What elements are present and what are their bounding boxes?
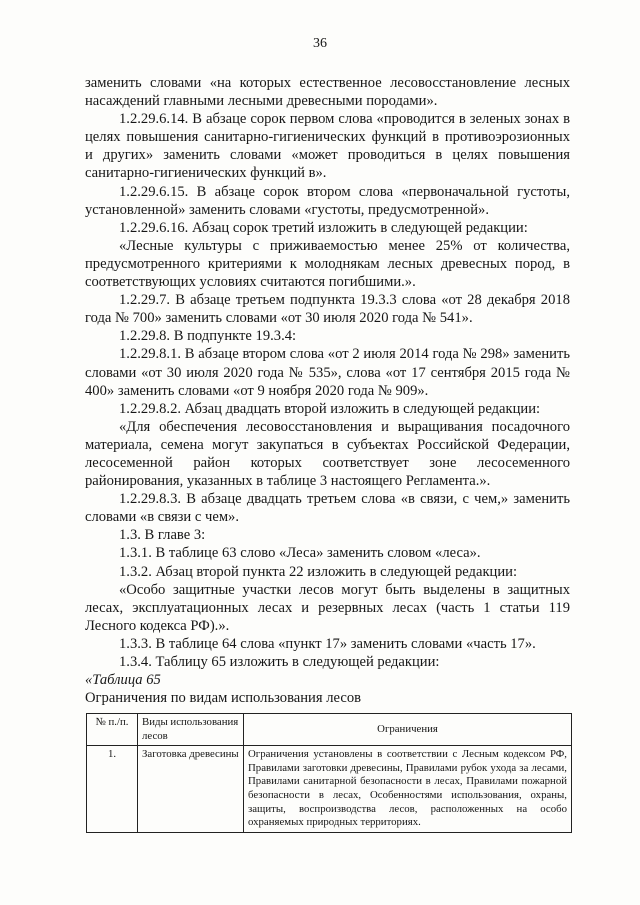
table-title: Ограничения по видам использования лесов <box>85 690 362 707</box>
paragraph: заменить словами «на которых естественное лесовосстановление лесных насаждений главными лесными древесными породами». <box>85 75 570 110</box>
document-body <box>85 74 570 707</box>
paragraph: 1.3. В главе 3: <box>119 527 206 544</box>
paragraph: 1.3.1. В таблице 63 слово «Леса» заменить словом «леса». <box>119 545 481 562</box>
paragraph: «Для обеспечения лесовосстановления и выращивания посадочного материала, семена могут закупаться в субъектах Российской Федерации, лесосеменной район которых соответствует зоне лесосеменного районирования, указанных в таблице 3 настоящего Регламента.». <box>85 418 570 490</box>
table-row <box>87 746 572 833</box>
header-number: № п./п. <box>87 714 138 746</box>
page-number: 36 <box>313 36 327 51</box>
paragraph: 1.2.29.6.16. Абзац сорок третий изложить в следующей редакции: <box>119 219 528 236</box>
paragraph: 1.2.29.8. В подпункте 19.3.4: <box>119 328 297 345</box>
paragraph: 1.2.29.7. В абзаце третьем подпункта 19.3.3 слова «от 28 декабря 2018 года № 700» заменить словами «от 30 июля 2020 года № 541». <box>85 292 570 327</box>
header-restrictions: Ограничения <box>244 714 572 746</box>
cell-number: 1. <box>87 746 138 833</box>
table-caption: «Таблица 65 <box>85 672 161 689</box>
paragraph: 1.2.29.6.15. В абзаце сорок втором слова «первоначальной густоты, установленной» заменить словами «густоты, предусмотренной». <box>85 183 570 218</box>
cell-usage-type: Заготовка древесины <box>138 746 244 833</box>
header-usage-type: Виды использования лесов <box>138 714 244 746</box>
paragraph: 1.2.29.8.2. Абзац двадцать второй изложить в следующей редакции: <box>119 400 541 417</box>
paragraph: 1.3.3. В таблице 64 слова «пункт 17» заменить словами «часть 17». <box>119 635 536 652</box>
paragraph: 1.2.29.8.3. В абзаце двадцать третьем слова «в связи, с чем,» заменить словами «в связи с чем». <box>85 491 570 526</box>
paragraph: 1.2.29.8.1. В абзаце втором слова «от 2 июля 2014 года № 298» заменить словами «от 30 июля 2020 года № 535», слова «от 17 сентября 2015 года № 400» заменить словами «от 9 ноября 2020 года № 909». <box>85 346 570 399</box>
paragraph: «Особо защитные участки лесов могут быть выделены в защитных лесах, эксплуатационных лесах и резервных лесах (часть 1 статьи 119 Лесного кодекса РФ).». <box>85 581 570 634</box>
table-header-row <box>87 714 572 746</box>
paragraph: 1.3.4. Таблицу 65 изложить в следующей редакции: <box>119 654 440 670</box>
restrictions-table <box>86 713 572 833</box>
paragraph: 1.2.29.6.14. В абзаце сорок первом слова «проводится в зеленых зонах в целях повышения санитарно-гигиенических функций в противоэрозионных и других» заменить словами «может проводиться в целях повышения санитарно-гигиенических функций в». <box>85 111 570 182</box>
paragraph: 1.3.2. Абзац второй пункта 22 изложить в следующей редакции: <box>119 563 518 580</box>
paragraph: «Лесные культуры с приживаемостью менее 25% от количества, предусмотренного критериями к молоднякам лесных древесных пород, в соответствующих условиях считаются погибшими.». <box>85 237 570 291</box>
cell-restrictions: Ограничения установлены в соответствии с Лесным кодексом РФ, Правилами заготовки древесины, Правилами рубок ухода за лесами, Правилами санитарной безопасности в лесах, Правилами пожарной безопасности в лесах, Особенностями использования, охраны, защиты, воспроизводства лесов, расположенных на особо охраняемых природных территориях. <box>244 746 572 833</box>
